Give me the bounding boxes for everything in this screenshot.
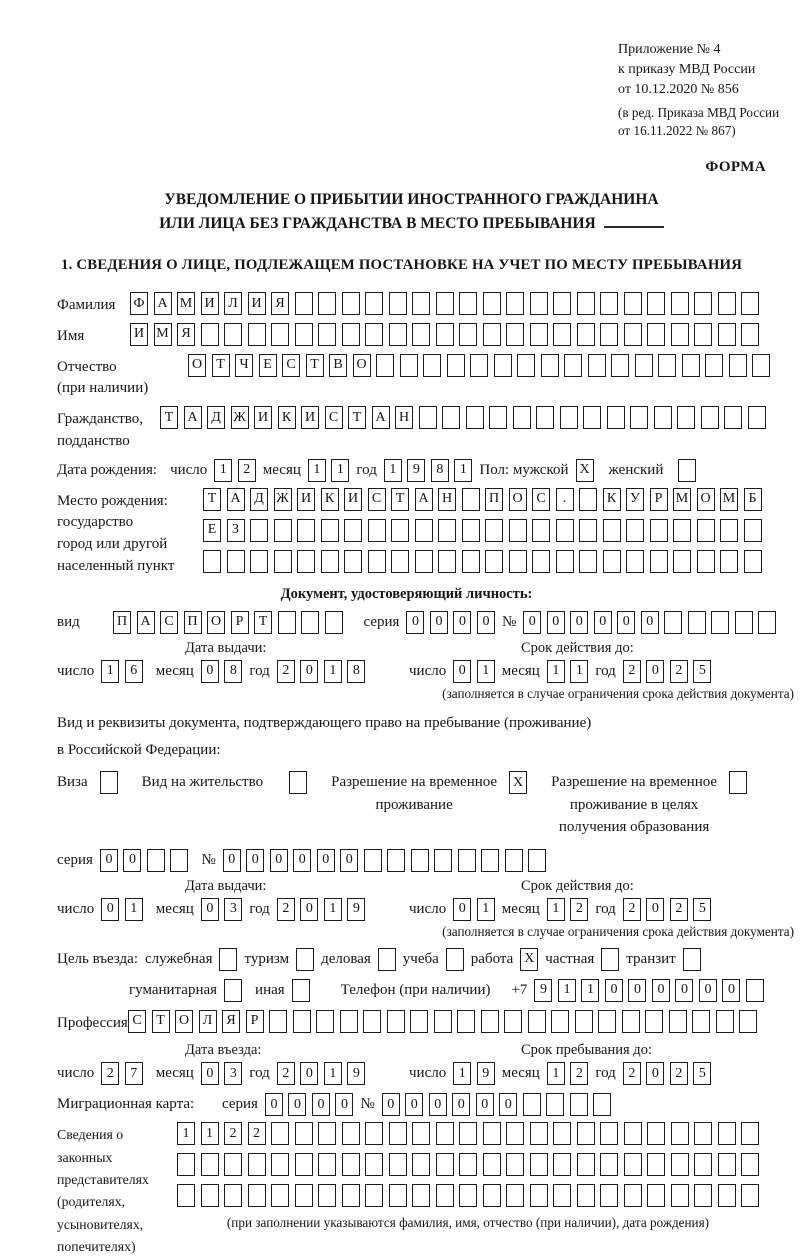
representatives-row2-cells [177, 1153, 759, 1176]
stay-month-cells: 1 2 [547, 1062, 589, 1085]
visa-checkbox [100, 771, 118, 794]
limited-validity-note: (заполняется в случае ограничения срока действия документа) [442, 685, 794, 701]
purpose-label: Цель въезда: [57, 950, 138, 967]
sex-label: Пол: мужской [479, 461, 569, 478]
issue-date-heading: Дата выдачи: [185, 877, 267, 894]
residence-issue-day-cells: 0 1 [101, 898, 143, 921]
issue-date-heading: Дата выдачи: [185, 639, 267, 656]
expiry-date-heading: Срок действия до: [521, 639, 634, 656]
residence-expiry-month-cells: 1 2 [547, 898, 589, 921]
birthplace-row3-cells [203, 550, 762, 573]
birth-day-cells: 1 2 [214, 459, 256, 482]
stay-day-cells: 1 9 [453, 1062, 495, 1085]
residence-permit-checkbox [289, 771, 307, 794]
purpose-transit-checkbox [683, 948, 701, 971]
form-title-line2: ИЛИ ЛИЦА БЕЗ ГРАЖДАНСТВА В МЕСТО ПРЕБЫВАНИЯ [57, 212, 766, 237]
number-label: № [201, 851, 216, 868]
entry-dates: Дата въезда: число 2 7 месяц 0 3 год 2 0 1 9 Срок пребывания до: число 1 9 месяц 1 2 год 2 0 2 5 [57, 1042, 796, 1085]
reference-block [618, 40, 796, 100]
firstname-cells: И М Я [130, 323, 759, 346]
residence-issue-year-cells: 2 0 1 9 [277, 898, 366, 921]
temp-permit-label: Разрешение на временное проживание [331, 774, 498, 813]
ref-line: от 16.11.2022 № 867) [618, 123, 736, 139]
section1-heading: 1. СВЕДЕНИЯ О ЛИЦЕ, ПОДЛЕЖАЩЕМ ПОСТАНОВКЕ НА УЧЕТ ПО МЕСТУ ПРЕБЫВАНИЯ [61, 257, 743, 274]
firstname-label: Имя [57, 327, 85, 344]
ref-line: от 10.12.2020 № 856 [618, 81, 739, 97]
doc-series-cells: 0 0 0 0 [406, 611, 495, 634]
purpose-other-checkbox [292, 979, 310, 1002]
patronymic-sublabel: (при наличии) [57, 380, 149, 397]
expiry-month-cells: 1 1 [547, 660, 589, 683]
migration-series-cells: 0 0 0 0 [265, 1093, 354, 1116]
entry-date-heading: Дата въезда: [185, 1042, 262, 1059]
residence-doc-series-row [57, 849, 796, 872]
birthplace-row2-cells: Е З [203, 519, 762, 542]
migration-card-label: Миграционная карта: [57, 1096, 195, 1113]
ref-line: (в ред. Приказа МВД России [618, 104, 780, 120]
citizenship-row [57, 406, 796, 453]
forma-label: ФОРМА [705, 158, 766, 175]
residence-expiry-year-cells: 2 0 2 5 [623, 898, 712, 921]
purpose-study-checkbox [446, 948, 464, 971]
temp-permit-checkbox: X [509, 771, 527, 794]
birth-month-cells: 1 1 [308, 459, 350, 482]
surname-cells: Ф А М И Л И Я [130, 292, 759, 315]
ref-line: к приказу МВД России [618, 61, 756, 77]
profession-label: Профессия [57, 1014, 128, 1031]
phone-cells: 9 1 1 0 0 0 0 0 0 [534, 979, 764, 1002]
residence-permit-option [142, 771, 307, 839]
stay-until-heading: Срок пребывания до: [521, 1042, 652, 1059]
series-label: серия [363, 613, 400, 630]
firstname-row [57, 323, 796, 348]
series-label: серия [222, 1096, 258, 1113]
edu-permit-option [551, 771, 747, 839]
purpose-tourism-checkbox [296, 948, 314, 971]
title-underline [604, 213, 664, 228]
number-label: № [501, 613, 517, 630]
purpose-row2: гуманитарная иная Телефон (при наличии) +7 9 1 1 0 0 0 0 0 0 [57, 979, 796, 1002]
profession-row [57, 1010, 796, 1035]
patronymic-label: Отчество (при наличии) [57, 354, 188, 401]
birthplace-label: Место рождения: государство город или другой населенный пункт [57, 492, 175, 574]
birthplace-rows [203, 488, 762, 573]
surname-label: Фамилия [57, 297, 116, 314]
birthplace-row1-cells: Т А Д Ж И К И С Т А Н П О С . К У Р М О М Б [203, 488, 762, 511]
limited-validity-note: (заполняется в случае ограничения срока действия документа) [442, 923, 794, 939]
residence-number-cells: 0 0 0 0 0 0 [223, 849, 547, 872]
purpose-humanitarian-checkbox [224, 979, 242, 1002]
temp-permit-option [331, 771, 527, 839]
reference-edit-block [618, 104, 796, 141]
representatives-row1-cells: 1 1 2 2 [177, 1122, 759, 1145]
edu-permit-label: Разрешение на временное проживание в целях получения образования [551, 774, 718, 836]
migration-number-cells: 0 0 0 0 0 0 [382, 1093, 612, 1116]
issue-month-cells: 0 8 [201, 660, 243, 683]
expiry-date-col: Срок действия до: число 0 1 месяц 1 1 год 2 0 2 5 [409, 640, 796, 683]
issue-date-col: Дата выдачи: число 1 6 месяц 0 8 год 2 0 1 8 [57, 640, 409, 683]
profession-cells: С Т О Л Я Р [128, 1010, 757, 1033]
entry-day-cells: 2 7 [101, 1062, 143, 1085]
stay-year-cells: 2 0 2 5 [623, 1062, 712, 1085]
residence-series-cells: 0 0 [100, 849, 189, 872]
birthdate-label: Дата рождения: [57, 461, 158, 478]
doc-number-cells: 0 0 0 0 0 0 [523, 611, 776, 634]
sex-female-checkbox [678, 459, 696, 482]
sex-male-checkbox: X [576, 459, 594, 482]
series-label: серия [57, 851, 93, 868]
ref-line: Приложение № 4 [618, 42, 721, 57]
expiry-date-heading: Срок действия до: [521, 877, 634, 894]
year-label: год [356, 461, 377, 478]
sex-female-label: женский [608, 461, 664, 478]
expiry-year-cells: 2 0 2 5 [623, 660, 712, 683]
purpose-work-checkbox: X [520, 948, 538, 971]
representatives-block [57, 1122, 796, 1258]
patronymic-cells: О Т Ч Е С Т В О [188, 354, 770, 377]
residence-doc-dates: Дата выдачи: число 0 1 месяц 0 3 год 2 0 1 9 Срок действия до: число 0 1 месяц 1 2 год 2 0 2 5 [57, 878, 796, 921]
residence-permit-label: Вид на жительство [141, 774, 264, 791]
form-title-line1: УВЕДОМЛЕНИЕ О ПРИБЫТИИ ИНОСТРАННОГО ГРАЖДАНИНА [164, 190, 659, 208]
residence-expiry-day-cells: 0 1 [453, 898, 495, 921]
migration-card-row [57, 1093, 796, 1116]
issue-day-cells: 1 6 [101, 660, 143, 683]
expiry-day-cells: 0 1 [453, 660, 495, 683]
number-label: № [360, 1096, 375, 1113]
residence-doc-intro: Вид и реквизиты документа, подтверждающего право на пребывание (проживание) в Российской Федерации: [57, 714, 592, 759]
representatives-rows [177, 1122, 759, 1231]
doc-kind-label: вид [57, 613, 80, 630]
phone-prefix: +7 [511, 981, 528, 998]
birthdate-row [57, 459, 796, 482]
issue-year-cells: 2 0 1 8 [277, 660, 366, 683]
purpose-official-checkbox [219, 948, 237, 971]
purpose-private-checkbox [601, 948, 619, 971]
day-label: число [170, 461, 208, 478]
birthplace-block [57, 488, 796, 578]
visa-option [57, 771, 118, 839]
citizenship-sublabel: подданство [57, 432, 130, 449]
month-label: месяц [262, 461, 301, 478]
identity-doc-row [57, 611, 796, 634]
residence-doc-options [57, 771, 796, 839]
representatives-label: Сведения о законных представителях (родителях, усыновителях, попечителях) [57, 1127, 149, 1255]
form-title [57, 188, 766, 238]
edu-permit-checkbox [729, 771, 747, 794]
citizenship-cells: Т А Д Ж И К И С Т А Н [160, 406, 766, 429]
surname-row [57, 292, 796, 317]
phone-label: Телефон (при наличии) [340, 981, 491, 998]
representatives-footnote: (при заполнении указываются фамилия, имя, отчество (при наличии), дата рождения) [226, 1215, 710, 1231]
patronymic-row [57, 354, 796, 401]
citizenship-label: Гражданство, подданство [57, 406, 160, 453]
birth-year-cells: 1 9 8 1 [384, 459, 473, 482]
purpose-row: Цель въезда: служебная туризм деловая учеба работа X частная транзит [57, 948, 796, 971]
entry-year-cells: 2 0 1 9 [277, 1062, 366, 1085]
identity-doc-heading: Документ, удостоверяющий личность: [280, 585, 533, 602]
residence-issue-month-cells: 0 3 [201, 898, 243, 921]
visa-label: Виза [57, 774, 88, 791]
identity-doc-dates [57, 640, 796, 683]
purpose-business-checkbox [378, 948, 396, 971]
doc-kind-cells: П А С П О Р Т [113, 611, 343, 634]
representatives-row3-cells [177, 1184, 759, 1207]
entry-month-cells: 0 3 [201, 1062, 243, 1085]
